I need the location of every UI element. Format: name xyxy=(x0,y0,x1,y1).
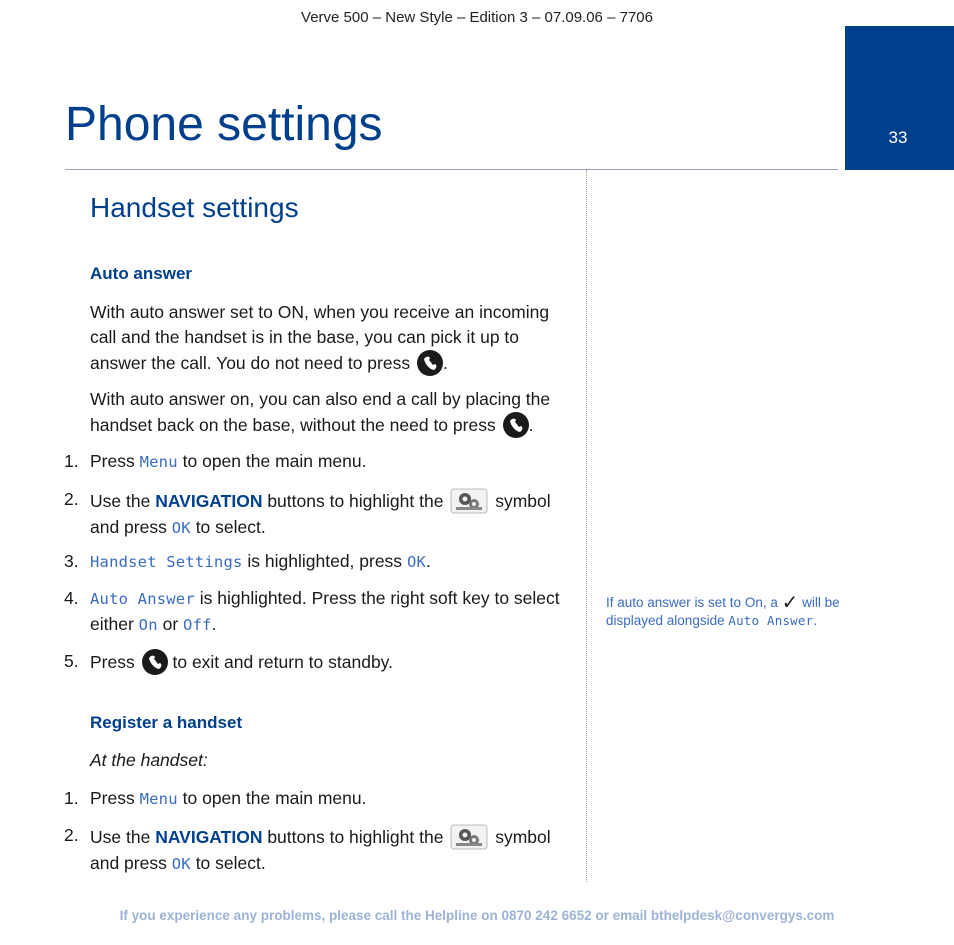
end-call-icon xyxy=(142,649,168,675)
auto-answer-heading: Auto answer xyxy=(90,264,193,283)
settings-icon xyxy=(450,823,488,851)
lcd-text: OK xyxy=(406,553,427,571)
auto-answer-step-3: 3. Handset Settings is highlighted, press OK. xyxy=(64,551,431,571)
lcd-text: OK xyxy=(171,519,191,537)
column-divider xyxy=(586,170,587,882)
auto-answer-step-1: 1. Press Menu to open the main menu. xyxy=(64,451,367,471)
register-heading: Register a handset xyxy=(90,713,243,732)
lcd-text: Off xyxy=(183,616,212,634)
end-call-icon xyxy=(503,412,529,438)
auto-answer-step-5: 5. Press to exit and return to standby. xyxy=(64,649,564,675)
lcd-text: Handset Settings xyxy=(90,553,243,571)
section-title: Handset settings xyxy=(90,192,299,223)
auto-answer-step-2: 2. Use the NAVIGATION buttons to highlight the symbol and press OK to select. xyxy=(64,489,551,537)
auto-answer-para-2: With auto answer on, you can also end a call by placing the handset back on the base, without the need to press . xyxy=(90,387,560,438)
register-step-1: 1. Press Menu to open the main menu. xyxy=(64,788,367,808)
page-tab xyxy=(845,26,954,170)
page-number: 33 xyxy=(888,128,908,147)
lcd-text: Auto Answer xyxy=(90,590,195,608)
lcd-text: OK xyxy=(171,855,191,873)
auto-answer-para-1: With auto answer set to ON, when you receive an incoming call and the handset is in the base, you can pick it up to answer the call. You do not need to press . xyxy=(90,300,560,376)
lcd-text: Auto Answer xyxy=(728,613,814,628)
helpline-footer: If you experience any problems, please call the Helpline on 0870 242 6652 or email bthelpdesk@convergys.com xyxy=(119,908,835,923)
page-title: Phone settings xyxy=(65,98,383,151)
running-header: Verve 500 – New Style – Edition 3 – 07.09.06 – 7706 xyxy=(301,9,653,26)
register-step-2: 2. Use the NAVIGATION buttons to highlight the symbol and press OK to select. xyxy=(64,825,551,873)
keyword: NAVIGATION xyxy=(155,827,263,847)
tick-icon: ✓ xyxy=(781,592,799,614)
register-subheading: At the handset: xyxy=(90,750,208,770)
title-rule xyxy=(65,169,838,170)
lcd-text: On xyxy=(138,616,158,634)
keyword: NAVIGATION xyxy=(155,491,263,511)
settings-icon xyxy=(450,487,488,515)
lcd-text: Menu xyxy=(139,453,178,471)
lcd-text: Menu xyxy=(139,790,178,808)
para-2-text: With auto answer on, you can also end a call by placing the handset back on the base, without the need to press xyxy=(90,389,551,435)
para-1-text: With auto answer set to ON, when you receive an incoming call and the handset is in the base, you can pick it up to answer the call. You do not need to press xyxy=(90,302,550,373)
end-call-icon xyxy=(417,350,443,376)
side-note: If auto answer is set to On, a ✓ will be displayed alongside Auto Answer. xyxy=(606,592,840,628)
auto-answer-step-4: 4. Auto Answer is highlighted. Press the right soft key to select either On or Off. xyxy=(64,588,560,634)
